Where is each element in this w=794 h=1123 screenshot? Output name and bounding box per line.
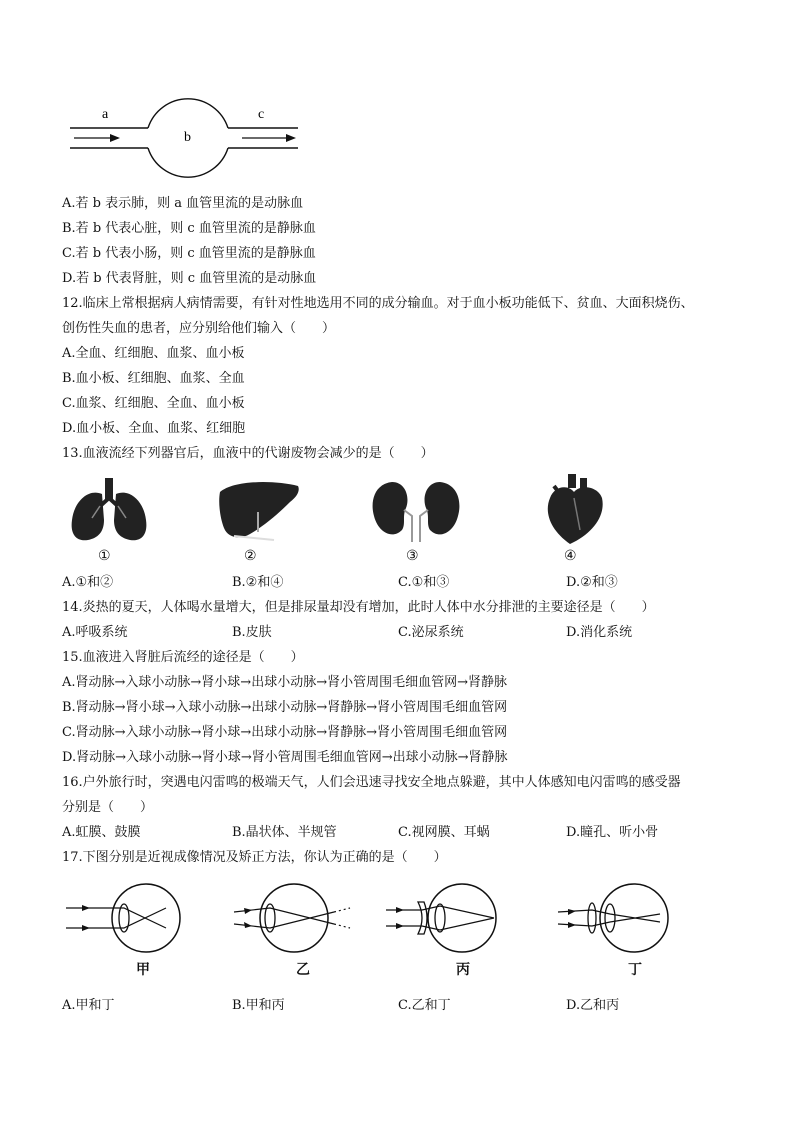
q13-option-d: D.②和③ [566, 575, 618, 590]
organ-label-3: ③ [406, 548, 419, 564]
heart-image [540, 472, 610, 548]
organ-label-1: ① [98, 548, 111, 564]
q14-option-c: C.泌尿系统 [398, 625, 464, 640]
q17-stem: 17.下图分别是近视成像情况及矫正方法，你认为正确的是（ ） [62, 850, 447, 865]
kidneys-image [366, 476, 466, 546]
q12-stem-line2: 创伤性失血的患者，应分别给他们输入（ ） [62, 321, 336, 336]
q12-option-a: A.全血、红细胞、血浆、血小板 [62, 346, 245, 361]
eye-diagram-ding [554, 878, 684, 958]
q15-option-c: C.肾动脉→入球小动脉→肾小球→出球小动脉→肾静脉→肾小管周围毛细血管网 [62, 725, 508, 740]
q17-option-c: C.乙和丁 [398, 998, 451, 1013]
q13-option-b: B.②和④ [232, 575, 284, 590]
q16-stem-line2: 分别是（ ） [62, 800, 154, 815]
q14-option-a: A.呼吸系统 [62, 625, 128, 640]
q13-option-a: A.①和② [62, 575, 114, 590]
q13-option-c: C.①和③ [398, 575, 450, 590]
q12-stem-line1: 12.临床上常根据病人病情需要，有针对性地选用不同的成分输血。对于血小板功能低下、贫血、大面积烧伤、 [62, 296, 694, 311]
q15-option-a: A.肾动脉→入球小动脉→肾小球→出球小动脉→肾小管周围毛细血管网→肾静脉 [62, 675, 507, 690]
eye-diagram-jia [62, 878, 192, 958]
q14-stem: 14.炎热的夏天，人体喝水量增大，但是排尿量却没有增加，此时人体中水分排泄的主要途径是（ ） [62, 600, 655, 615]
organ-label-4: ④ [564, 548, 577, 564]
q16-option-c: C.视网膜、耳蜗 [398, 825, 490, 840]
eye-diagram-yi [230, 878, 360, 958]
blood-flow-diagram [60, 92, 320, 192]
q16-option-d: D.瞳孔、听小骨 [566, 825, 659, 840]
eye-label-ding: 丁 [628, 962, 642, 978]
q17-option-a: A.甲和丁 [62, 998, 115, 1013]
eye-label-yi: 乙 [296, 962, 310, 978]
q15-option-b: B.肾动脉→肾小球→入球小动脉→出球小动脉→肾静脉→肾小管周围毛细血管网 [62, 700, 508, 715]
q12-option-d: D.血小板、全血、血浆、红细胞 [62, 421, 246, 436]
q15-stem: 15.血液进入肾脏后流经的途径是（ ） [62, 650, 304, 665]
lungs-image [64, 476, 154, 546]
q16-option-b: B.晶状体、半规管 [232, 825, 337, 840]
label-a: a [102, 107, 109, 122]
liver-image [214, 476, 304, 546]
q16-stem-line1: 16.户外旅行时，突遇电闪雷鸣的极端天气，人们会迅速寻找安全地点躲避，其中人体感知电闪雷鸣的感受器 [62, 775, 681, 790]
q12-option-b: B.血小板、红细胞、血浆、全血 [62, 371, 245, 386]
eye-diagram-bing [382, 878, 512, 958]
q14-option-d: D.消化系统 [566, 625, 633, 640]
q13-stem: 13.血液流经下列器官后，血液中的代谢废物会减少的是（ ） [62, 446, 434, 461]
q15-option-d: D.肾动脉→入球小动脉→肾小球→肾小管周围毛细血管网→出球小动脉→肾静脉 [62, 750, 508, 765]
q16-option-a: A.虹膜、鼓膜 [62, 825, 141, 840]
eye-label-bing: 丙 [456, 962, 470, 978]
q11-option-b: B.若 b 代表心脏，则 c 血管里流的是静脉血 [62, 221, 316, 236]
label-b: b [184, 130, 191, 145]
q14-option-b: B.皮肤 [232, 625, 272, 640]
q11-option-d: D.若 b 代表肾脏，则 c 血管里流的是动脉血 [62, 271, 317, 286]
q11-option-c: C.若 b 代表小肠，则 c 血管里流的是静脉血 [62, 246, 316, 261]
organ-label-2: ② [244, 548, 257, 564]
q12-option-c: C.血浆、红细胞、全血、血小板 [62, 396, 245, 411]
eye-label-jia: 甲 [136, 962, 150, 978]
q17-option-b: B.甲和丙 [232, 998, 285, 1013]
q17-option-d: D.乙和丙 [566, 998, 620, 1013]
label-c: c [258, 107, 265, 122]
q11-option-a: A.若 b 表示肺，则 a 血管里流的是动脉血 [62, 196, 304, 211]
